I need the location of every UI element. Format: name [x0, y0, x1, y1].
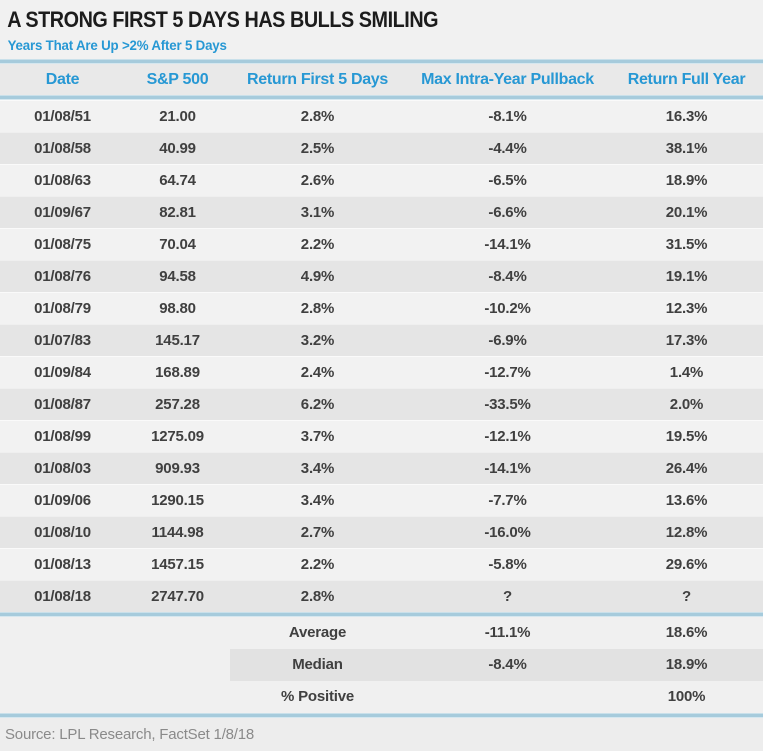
table-row [0, 516, 763, 548]
table-body [0, 100, 763, 612]
table-cell: -7.7% [488, 491, 527, 509]
summary-row [0, 681, 763, 713]
summary-row [0, 617, 763, 649]
table-cell: 2.7% [300, 523, 335, 541]
table-row [0, 324, 763, 356]
table-cell: 94.58 [159, 267, 196, 285]
table-cell: 3.7% [300, 427, 335, 445]
table-cell: 01/08/51 [34, 107, 91, 125]
table-summary [0, 617, 763, 713]
table-cell: -10.2% [484, 299, 531, 317]
table-cell: 01/07/83 [34, 331, 91, 349]
table-cell: 01/08/87 [34, 395, 91, 413]
summary-cell [0, 617, 125, 649]
table-cell: 98.80 [159, 299, 196, 317]
table-row [0, 260, 763, 292]
table-cell: 12.3% [665, 299, 708, 317]
summary-cell [0, 649, 125, 681]
table-cell: 3.1% [300, 203, 335, 221]
summary-label: Average [288, 624, 347, 641]
table-cell: 01/08/03 [34, 459, 91, 477]
table-cell: 1290.15 [151, 491, 204, 509]
table-cell: 16.3% [665, 107, 708, 125]
table-cell: 01/08/99 [34, 427, 91, 445]
chart-subtitle: Years That Are Up >2% After 5 Days [7, 37, 227, 53]
table-cell: 01/08/75 [34, 235, 91, 253]
table-cell: -8.4% [488, 267, 527, 285]
table-cell: 2.6% [300, 171, 335, 189]
table-cell: 4.9% [300, 267, 335, 285]
table-cell: 01/08/63 [34, 171, 91, 189]
table-cell: 3.4% [300, 491, 335, 509]
table-cell: 26.4% [665, 459, 708, 477]
table-cell: 13.6% [665, 491, 708, 509]
summary-cell [125, 681, 230, 713]
table-cell: 01/08/58 [34, 139, 91, 157]
summary-cell: -11.1% [484, 624, 531, 641]
table-cell: 70.04 [159, 235, 196, 253]
table-cell: -6.9% [488, 331, 527, 349]
table-cell: 1275.09 [151, 427, 204, 445]
table-cell: 2.0% [669, 395, 704, 413]
table-row [0, 100, 763, 132]
table-cell: 01/08/79 [34, 299, 91, 317]
table-cell: 1144.98 [151, 523, 204, 541]
table-row [0, 452, 763, 484]
table-cell: -6.6% [488, 203, 527, 221]
column-header: Return Full Year [627, 70, 746, 88]
table-cell: 2.2% [300, 555, 335, 573]
table-cell: 6.2% [300, 395, 335, 413]
table-cell: 01/09/06 [34, 491, 91, 509]
table-cell: 3.2% [300, 331, 335, 349]
table-cell: 29.6% [665, 555, 708, 573]
table-cell: -16.0% [484, 523, 531, 541]
table-cell: 168.89 [155, 363, 200, 381]
table-cell: 01/08/13 [34, 555, 91, 573]
table-cell: 18.9% [665, 171, 708, 189]
table-cell: 31.5% [665, 235, 708, 253]
table-cell: -33.5% [484, 395, 531, 413]
table-cell: -8.1% [488, 107, 527, 125]
table-cell: 2.8% [300, 587, 335, 605]
summary-cell: 18.6% [665, 624, 708, 641]
summary-label: % Positive [280, 688, 355, 705]
table-cell: 19.5% [665, 427, 708, 445]
table-cell: -14.1% [484, 235, 531, 253]
table-row [0, 388, 763, 420]
column-header: S&P 500 [146, 70, 209, 88]
table-cell: 01/08/18 [34, 587, 91, 605]
table-cell: 2.8% [300, 299, 335, 317]
table-cell: 1457.15 [151, 555, 204, 573]
table-cell: 2.8% [300, 107, 335, 125]
table-row [0, 132, 763, 164]
table-cell: 21.00 [159, 107, 196, 125]
table-cell: 257.28 [155, 395, 200, 413]
table-cell: 19.1% [665, 267, 708, 285]
table-cell: -6.5% [488, 171, 527, 189]
table-row [0, 548, 763, 580]
table-cell: -4.4% [488, 139, 527, 157]
chart-title: A STRONG FIRST 5 DAYS HAS BULLS SMILING [7, 7, 439, 32]
table-cell: 01/08/10 [34, 523, 91, 541]
summary-label: Median [230, 649, 405, 681]
table-cell: 2.2% [300, 235, 335, 253]
table-cell: -12.1% [484, 427, 531, 445]
table-row [0, 164, 763, 196]
source-text: Source: LPL Research, FactSet 1/8/18 [5, 726, 255, 743]
summary-cell [125, 649, 230, 681]
table-cell: 909.93 [155, 459, 200, 477]
table-cell: 2.5% [300, 139, 335, 157]
table-row [0, 196, 763, 228]
table-cell: 17.3% [665, 331, 708, 349]
table-cell: 20.1% [665, 203, 708, 221]
table-row [0, 356, 763, 388]
table-cell: 82.81 [159, 203, 196, 221]
table-cell: 64.74 [159, 171, 196, 189]
summary-cell: 18.9% [610, 649, 763, 681]
summary-cell: -8.4% [405, 649, 610, 681]
table-cell: 38.1% [665, 139, 708, 157]
source-strip [0, 718, 763, 751]
table-row [0, 484, 763, 516]
table-row [0, 228, 763, 260]
table-cell: ? [503, 587, 512, 605]
table-cell: -14.1% [484, 459, 531, 477]
table-cell: 01/08/76 [34, 267, 91, 285]
table-cell: 145.17 [155, 331, 200, 349]
table-row [0, 420, 763, 452]
table-cell: -12.7% [484, 363, 531, 381]
summary-cell [405, 681, 610, 713]
table-row [0, 292, 763, 324]
table-cell: 1.4% [669, 363, 704, 381]
column-header: Return First 5 Days [246, 70, 388, 88]
table-header-row [0, 64, 763, 95]
table-cell: 2.4% [300, 363, 335, 381]
column-header: Max Intra-Year Pullback [421, 70, 594, 88]
summary-cell: 100% [667, 688, 706, 705]
table-cell: ? [682, 587, 691, 605]
summary-cell [125, 617, 230, 649]
table-cell: 2747.70 [151, 587, 204, 605]
table-cell: -5.8% [488, 555, 527, 573]
table-cell: 01/09/67 [34, 203, 91, 221]
summary-row [0, 649, 763, 681]
table-cell: 12.8% [665, 523, 708, 541]
table-cell: 3.4% [300, 459, 335, 477]
summary-cell [0, 681, 125, 713]
column-header: Date [45, 70, 80, 88]
table-cell: 40.99 [159, 139, 196, 157]
table-cell: 01/09/84 [34, 363, 91, 381]
table-row [0, 580, 763, 612]
